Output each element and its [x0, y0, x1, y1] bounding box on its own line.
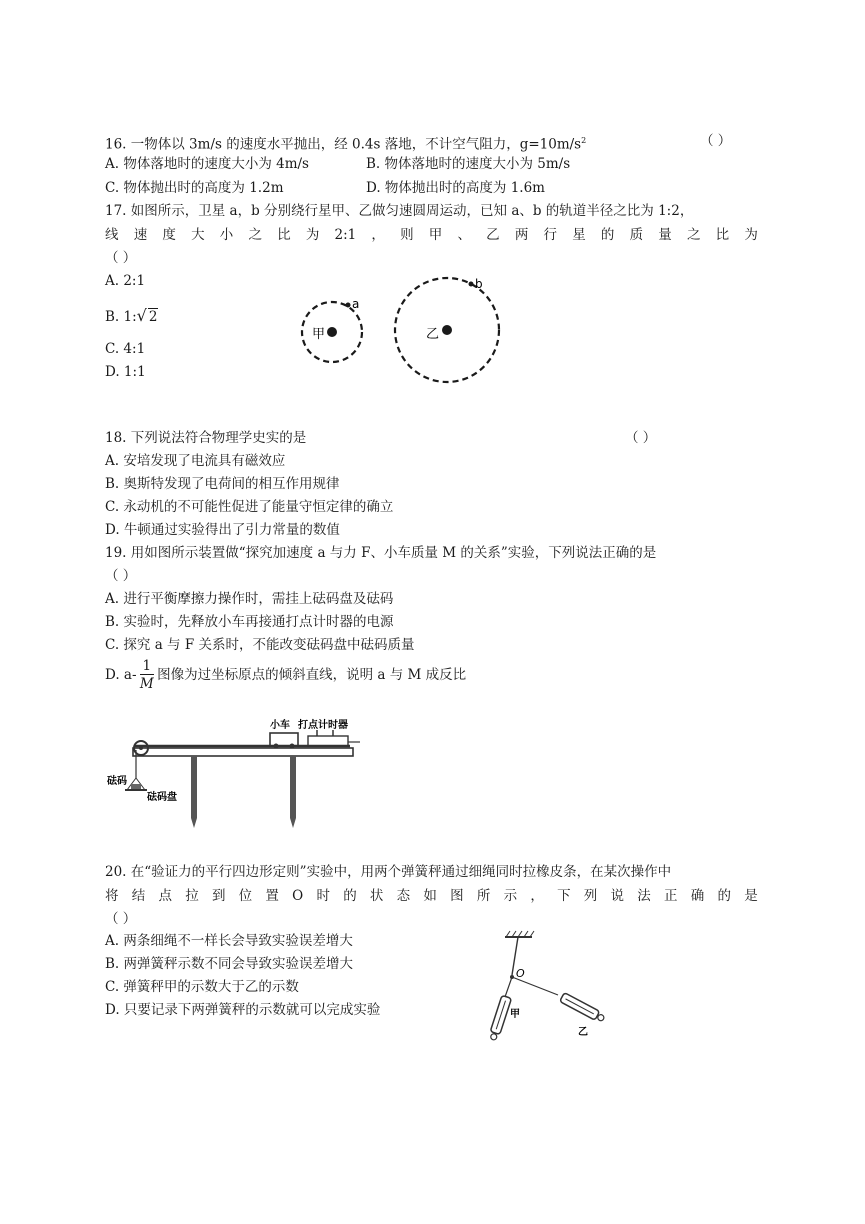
q19-option-a: A. 进行平衡摩擦力操作时，需挂上砝码盘及砝码 — [105, 591, 394, 607]
cart-wheel-left — [274, 744, 279, 749]
pan-label: 砝码盘 — [147, 792, 177, 803]
stem-char: 拉 — [185, 888, 199, 904]
timer-label: 打点计时器 — [298, 720, 348, 731]
stem-char: 确 — [690, 888, 705, 904]
stem-char: 比 — [277, 227, 291, 243]
q18-option-d: D. 牛顿通过实验得出了引力常量的数值 — [105, 522, 340, 538]
q20-option-b: B. 两弹簧秤示数不同会导致实验误差增大 — [105, 956, 354, 972]
stem-char: 为 — [305, 227, 320, 243]
q17-answer-paren: （ ） — [105, 250, 137, 266]
q19-answer-paren: （ ） — [105, 568, 137, 584]
q16-option-b: B. 物体落地时的速度大小为 5m/s — [366, 156, 571, 172]
stem-char: 线 — [105, 227, 119, 243]
q16-option-a: A. 物体落地时的速度大小为 4m/s — [105, 156, 309, 172]
stem-char: 到 — [211, 888, 226, 904]
stem-char: 下 — [557, 888, 571, 904]
string-to-yi — [512, 977, 558, 995]
satellite-a-label: a — [352, 297, 360, 311]
stem-char: 图 — [450, 888, 464, 904]
stem-char: 则 — [400, 227, 414, 243]
q18-option-c: C. 永动机的不可能性促进了能量守恒定律的确立 — [105, 499, 394, 515]
satellite-b-label: b — [475, 277, 483, 291]
q16-stem: 16. 一物体以 3m/s 的速度水平抛出，经 0.4s 落地，不计空气阻力，$g=10m/s^2$ — [105, 136, 587, 153]
planet-jia-label: 甲 — [312, 327, 326, 342]
stem-char: 度 — [162, 227, 176, 243]
q16-option-d: D. 物体抛出时的高度为 1.6m — [366, 180, 545, 196]
stem-char: 所 — [476, 888, 491, 904]
q18-stem: 18. 下列说法符合物理学史实的是 — [105, 430, 307, 446]
stem-char: 甲 — [428, 227, 443, 243]
ticker-timer — [308, 736, 348, 746]
q17-orbit-figure — [290, 270, 515, 390]
stem-char: 之 — [686, 227, 701, 243]
table-leg-left — [191, 756, 197, 828]
stem-char: 为 — [744, 227, 758, 243]
stem-char: 是 — [744, 888, 758, 904]
stem-char: 置 — [265, 888, 279, 904]
satellite-b-dot — [469, 282, 474, 287]
stem-char: 如 — [423, 888, 437, 904]
planet-yi-label: 乙 — [426, 327, 440, 342]
stem-char: 、 — [457, 227, 471, 243]
planet-jia-dot — [327, 327, 337, 337]
stem-char: O — [292, 888, 304, 904]
stem-char: 态 — [396, 888, 411, 904]
stem-char: 的 — [343, 888, 357, 904]
table-top — [133, 748, 353, 756]
pulley-axle — [139, 746, 143, 750]
cart — [270, 733, 298, 746]
string-to-jia — [505, 977, 512, 997]
stem-char: 的 — [600, 227, 615, 243]
q20-option-c: C. 弹簧秤甲的示数大于乙的示数 — [105, 979, 299, 995]
q20-option-a: A. 两条细绳不一样长会导致实验误差增大 — [105, 933, 353, 949]
cart-label: 小车 — [270, 720, 290, 731]
q20-spring-scale-figure — [470, 925, 620, 1050]
stem-char: 星 — [572, 227, 586, 243]
scale-jia-label: 甲 — [510, 1009, 520, 1020]
q17-stem-line2 — [105, 225, 758, 245]
stem-char: 比 — [715, 227, 730, 243]
stem-char: 列 — [583, 888, 598, 904]
stem-char: 将 — [105, 888, 119, 904]
stem-char: 质 — [629, 227, 644, 243]
stem-char: 量 — [658, 227, 672, 243]
stem-char: 速 — [133, 227, 148, 243]
stem-char: 行 — [543, 227, 558, 243]
stem-char: 状 — [369, 888, 384, 904]
q20-stem-line2 — [105, 886, 758, 906]
stem-char: 的 — [717, 888, 731, 904]
stem-char: 乙 — [486, 227, 500, 243]
stem-char: ， — [530, 888, 544, 904]
weight-label: 砝码 — [107, 776, 127, 787]
q17-option-c: C. 4:1 — [105, 341, 146, 357]
q18-answer-paren: （ ） — [625, 430, 657, 446]
stem-char: ， — [371, 227, 385, 243]
stem-char: 两 — [514, 227, 529, 243]
q20-stem-line1: 20. 在“验证力的平行四边形定则”实验中，用两个弹簧秤通过细绳同时拉橡皮条，在某次操作中 — [105, 864, 672, 880]
stem-char: 示 — [503, 888, 518, 904]
satellite-a-dot — [346, 303, 351, 308]
stem-char: 时 — [316, 888, 330, 904]
stem-char: 之 — [248, 227, 262, 243]
q20-answer-paren: （ ） — [105, 911, 137, 927]
spring-scale-yi — [560, 993, 606, 1024]
spring-scale-jia — [488, 995, 511, 1041]
q19-apparatus-figure — [105, 718, 365, 833]
planet-yi-dot — [442, 325, 452, 335]
stem-char: 正 — [664, 888, 678, 904]
stem-char: 结 — [131, 888, 146, 904]
q17-option-b: B. 1:√ 2 — [105, 306, 158, 325]
stem-char: 2:1 — [334, 227, 357, 243]
q17-stem-line1: 17. 如图所示，卫星 a，b 分别绕行星甲、乙做匀速圆周运动，已知 a、b 的轨道半径之比为 1:2， — [105, 203, 694, 219]
q19-stem: 19. 用如图所示装置做“探究加速度 a 与力 F、小车质量 M 的关系”实验，下列说法正确的是 — [105, 545, 657, 561]
stem-char: 点 — [158, 888, 172, 904]
scale-yi-label: 乙 — [578, 1027, 588, 1038]
stem-char: 位 — [238, 888, 253, 904]
cart-wheel-right — [290, 744, 295, 749]
q17-option-d: D. 1:1 — [105, 364, 146, 380]
q18-option-b: B. 奥斯特发现了电荷间的相互作用规律 — [105, 476, 340, 492]
stem-char: 法 — [637, 888, 651, 904]
stem-char: 大 — [191, 227, 205, 243]
table-leg-right — [290, 756, 296, 828]
q19-option-d: D. a- $\frac{1}{M}$ 图像为过坐标原点的倾斜直线，说明 a 与 M 成反比 — [105, 658, 467, 692]
q17-option-a: A. 2:1 — [105, 273, 146, 289]
q19-option-b: B. 实验时，先释放小车再接通打点计时器的电源 — [105, 614, 394, 630]
q20-option-d: D. 只要记录下两弹簧秤的示数就可以完成实验 — [105, 1002, 381, 1018]
q18-option-a: A. 安培发现了电流具有磁效应 — [105, 453, 286, 469]
stem-char: 说 — [610, 888, 625, 904]
q19-option-c: C. 探究 a 与 F 关系时，不能改变砝码盘中砝码质量 — [105, 637, 415, 653]
q16-answer-paren: （ ） — [700, 133, 732, 149]
weights — [131, 784, 141, 789]
q16-option-c: C. 物体抛出时的高度为 1.2m — [105, 180, 284, 196]
stem-char: 小 — [219, 227, 234, 243]
point-o-label: O — [516, 967, 525, 980]
